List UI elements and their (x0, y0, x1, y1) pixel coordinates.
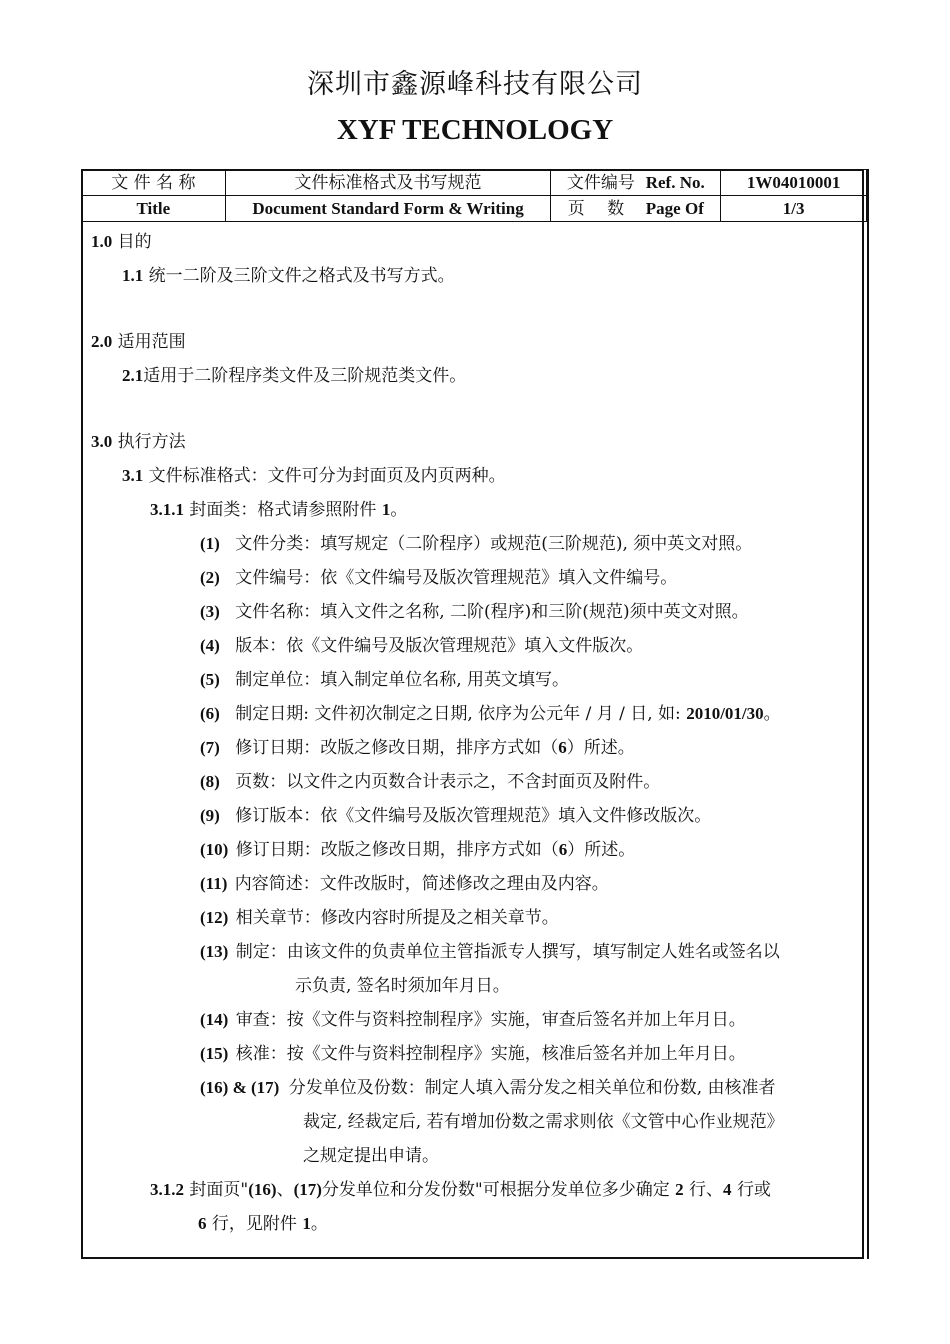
company-name-en: XYF TECHNOLOGY (336, 114, 614, 146)
ref-label (551, 170, 721, 196)
section-text: 封面页" (189, 1180, 249, 1200)
section-ref: (17) (293, 1180, 322, 1199)
section-ref: (16) (248, 1180, 277, 1199)
list-item-continuation (295, 974, 510, 998)
list-item (200, 804, 711, 828)
item-text: 核准：按《文件与资料控制程序》实施，核准后签名并加上年月日。 (235, 1044, 746, 1064)
section-text: 行、 (689, 1180, 724, 1200)
item-text: 分发单位及份数：制定人填入需分发之相关单位和份数, 由核准者 (288, 1078, 776, 1098)
item-number: (3) (200, 602, 220, 621)
item-text: 修订日期：改版之修改日期，排序方式如（ (235, 840, 559, 860)
section-ref: 2 (675, 1180, 684, 1199)
section-3-1-2 (150, 1178, 771, 1202)
list-item (200, 566, 677, 590)
item-text: 之规定提出申请。 (303, 1146, 439, 1166)
section-text-end: 。 (390, 500, 408, 520)
list-item (200, 872, 609, 896)
title-label-en: Title (82, 196, 226, 222)
item-text: 修订日期：改版之修改日期，排序方式如（ (235, 738, 559, 758)
section-1-heading (91, 230, 152, 254)
item-text: 文件名称：填入文件之名称, 二阶(程序)和三阶(规范)须中英文对照。 (235, 602, 749, 622)
attachment-number: 1 (381, 500, 391, 519)
item-text: 文件分类：填写规定（二阶程序）或规范(三阶规范), 须中英文对照。 (235, 534, 753, 554)
section-ref: 6 (198, 1214, 207, 1233)
item-text: 示负责, 签名时须加年月日。 (295, 976, 510, 996)
list-item (200, 940, 780, 964)
item-number: (7) (200, 738, 220, 757)
item-text: 相关章节：修改内容时所提及之相关章节。 (235, 908, 559, 928)
section-text: 行，见附件 (211, 1214, 297, 1234)
item-text: 修订版本：依《文件编号及版次管理规范》填入文件修改版次。 (235, 806, 712, 826)
list-item (200, 736, 635, 760)
item-number: (13) (200, 942, 229, 961)
page-label (551, 196, 721, 222)
item-text: 审查：按《文件与资料控制程序》实施，审查后签名并加上年月日。 (235, 1010, 746, 1030)
ref-label-en: Ref. No. (645, 172, 705, 192)
item-text-end: ）所述。 (567, 840, 636, 860)
section-text: 、 (276, 1180, 294, 1200)
list-item (200, 668, 569, 692)
date-example: 2010/01/30 (686, 704, 764, 723)
item-text: 内容简述：文件改版时，简述修改之理由及内容。 (234, 874, 609, 894)
item-text: 制定：由该文件的负责单位主管指派专人撰写，填写制定人姓名或签名以 (235, 942, 780, 962)
item-ref-number: 6 (558, 738, 567, 757)
item-number: (14) (200, 1010, 229, 1029)
item-number: (6) (200, 704, 220, 723)
item-text: 裁定, 经裁定后, 若有增加份数之需求则依《文管中心作业规范》 (303, 1112, 784, 1132)
section-number: 3.1.1 (150, 500, 184, 519)
list-item (200, 1076, 776, 1100)
frame-shadow-line (867, 169, 869, 1259)
item-number: (2) (200, 568, 220, 587)
list-item-continuation (303, 1110, 784, 1134)
section-ref: 4 (723, 1180, 732, 1199)
page-number: 1/3 (721, 196, 867, 222)
list-item (200, 770, 660, 794)
list-item (200, 906, 559, 930)
section-number: 3.1.2 (150, 1180, 184, 1199)
section-ref: 1 (302, 1214, 311, 1233)
item-number: (16) & (17) (200, 1078, 280, 1097)
item-text-end: ）所述。 (566, 738, 635, 758)
section-3-heading (91, 430, 186, 454)
item-number: (15) (200, 1044, 229, 1063)
section-number: 2.1 (122, 366, 144, 385)
section-3-1-1 (150, 498, 407, 522)
ref-label-cn: 文件编号 (566, 172, 635, 193)
list-item (200, 1042, 746, 1066)
item-number: (10) (200, 840, 229, 859)
list-item (200, 702, 781, 726)
section-1-1 (122, 264, 455, 288)
item-text: 文件编号：依《文件编号及版次管理规范》填入文件编号。 (235, 568, 678, 588)
section-text: 适用于二阶程序类文件及三阶规范类文件。 (143, 366, 467, 386)
item-text: 制定日期: 文件初次制定之日期, 依序为公元年 / 月 / 日, 如: (235, 704, 687, 724)
page-label-cn: 页 数 (567, 198, 625, 219)
list-item (200, 1008, 746, 1032)
section-3-1-2-continuation (198, 1212, 328, 1236)
section-number: 1.0 (91, 232, 113, 251)
section-number: 1.1 (122, 266, 144, 285)
item-text: 页数：以文件之内页数合计表示之，不含封面页及附件。 (235, 772, 661, 792)
section-number: 3.1 (122, 466, 144, 485)
section-text-end: 。 (310, 1214, 328, 1234)
section-title: 适用范围 (117, 332, 186, 352)
list-item-continuation (303, 1144, 439, 1168)
title-value-cn: 文件标准格式及书写规范 (225, 170, 551, 196)
item-number: (9) (200, 806, 220, 825)
item-text-end: 。 (763, 704, 781, 724)
item-number: (8) (200, 772, 220, 791)
section-title: 目的 (117, 232, 152, 252)
section-title: 执行方法 (117, 432, 186, 452)
item-number: (4) (200, 636, 220, 655)
ref-number: 1W04010001 (721, 170, 867, 196)
title-value-en: Document Standard Form & Writing (225, 196, 551, 222)
section-text: 分发单位和分发份数"可根据分发单位多少确定 (321, 1180, 670, 1200)
item-text: 版本：依《文件编号及版次管理规范》填入文件版次。 (235, 636, 644, 656)
item-number: (12) (200, 908, 229, 927)
section-text: 统一二阶及三阶文件之格式及书写方式。 (148, 266, 455, 286)
company-name-cn: 深圳市鑫源峰科技有限公司 (307, 69, 643, 100)
section-text: 文件标准格式：文件可分为封面页及内页两种。 (148, 466, 506, 486)
item-number: (5) (200, 670, 220, 689)
section-2-1 (122, 364, 466, 388)
item-number: (11) (200, 874, 228, 893)
section-2-heading (91, 330, 186, 354)
list-item (200, 532, 752, 556)
section-text: 封面类：格式请参照附件 (189, 500, 377, 520)
list-item (200, 600, 749, 624)
item-ref-number: 6 (558, 840, 568, 859)
item-text: 制定单位：填入制定单位名称, 用英文填写。 (235, 670, 570, 690)
title-label-cn: 文 件 名 称 (82, 170, 226, 196)
section-3-1 (122, 464, 506, 488)
item-number: (1) (200, 534, 220, 553)
list-item (200, 838, 635, 862)
section-number: 2.0 (91, 332, 113, 351)
section-number: 3.0 (91, 432, 113, 451)
document-info-table (81, 169, 867, 222)
section-text: 行或 (736, 1180, 771, 1200)
list-item (200, 634, 643, 658)
page-label-en: Page Of (645, 198, 704, 218)
